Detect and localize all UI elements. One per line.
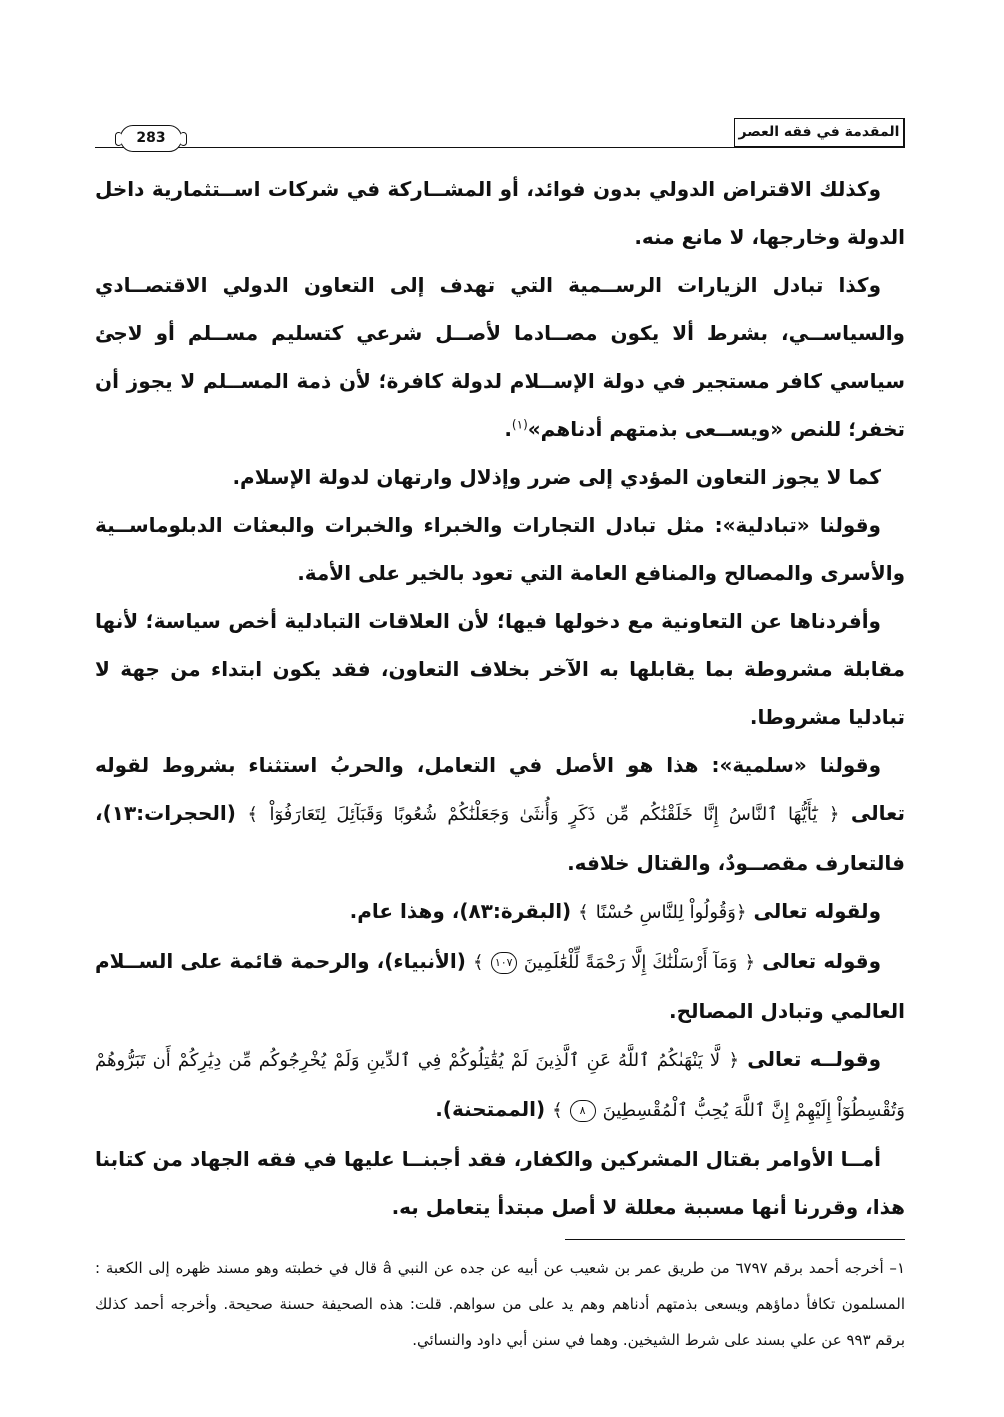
paragraph-end: . <box>504 417 512 441</box>
main-text <box>95 165 905 1358</box>
paragraph <box>95 597 905 741</box>
footnote-text: ١– أخرجه أحمد برقم ٦٧٩٧ من طريق عمر بن شعيب عن أبيه عن جده عن النبي â قال في خطبته وهو مسند ظهره إلى الكعبة : المسلمون تكافأ دماؤهم ويسعى بذمتهم أدناهم وهم يد على من سواهم. قلت: هذه الصحيفة حسنة صحيحة. وأخرجه أحمد كذلك برقم ٩٩٣ عن علي بسند على شرط الشيخين. وهما في سنن أبي داود والنسائي. <box>95 1259 905 1349</box>
paragraph-text: (الأنبياء)، والرحمة قائمة على الســلام العالمي وتبادل المصالح. <box>95 949 905 1023</box>
paragraph-text: وكذا تبادل الزيارات الرســمية التي تهدف إلى التعاون الدولي الاقتصــادي والسياســي، بشرط ألا يكون مصــادما لأصــل شرعي كتسليم مســلم أو لاجئ سياسي كافر مستجير في دولة الإســلام لدولة كافرة؛ لأن ذمة المســلم لا يجوز أن تخفر؛ للنص «ويســعى بذمتهم أدناهم» <box>95 273 905 441</box>
paragraph-text: ولقوله تعالى <box>753 899 881 923</box>
paragraph <box>95 1035 905 1135</box>
footnote-separator <box>565 1239 905 1240</box>
paragraph <box>95 501 905 597</box>
verse-number-badge: ٨ <box>570 1100 596 1122</box>
paragraph-text: وقولنا «سلمية»: هذا هو الأصل في التعامل، والحربُ استثناء بشروط لقوله تعالى <box>95 753 905 825</box>
paragraph <box>95 741 905 887</box>
quran-close-bracket: ﴾ <box>578 902 589 923</box>
paragraph-text: وقولــه تعالى <box>747 1047 881 1071</box>
quran-close-bracket: ﴾ <box>552 1100 563 1121</box>
paragraph-text: وأفردناها عن التعاونية مع دخولها فيها؛ لأن العلاقات التبادلية أخص سياسة؛ لأنها مقابلة مشروطة بما يقابلها به الآخر بخلاف التعاون، فقد يكون ابتداء من جهة لا تبادليا مشروطا. <box>95 609 905 729</box>
paragraph <box>95 453 905 501</box>
quran-open-bracket: ﴿ <box>828 804 840 825</box>
paragraph-text: أمــا الأوامر بقتال المشركين والكفار، فقد أجبنــا عليها في فقه الجهاد من كتابنا هذا، وقررنا أنها مسببة معللة لا أصل مبتدأ يتعامل به. <box>95 1147 905 1219</box>
paragraph <box>95 261 905 453</box>
quran-open-bracket: ﴿ <box>735 902 747 923</box>
verse-number-badge: ١٠٧ <box>491 952 517 974</box>
footnote <box>95 1250 905 1358</box>
paragraph <box>95 165 905 261</box>
page-number: 283 <box>120 125 182 152</box>
paragraph-text: وقوله تعالى <box>762 949 882 973</box>
quran-open-bracket: ﴿ <box>744 952 755 973</box>
running-title: المقدمة في فقه العصر <box>734 118 905 147</box>
paragraph-text: كما لا يجوز التعاون المؤدي إلى ضرر وإذلال وارتهان لدولة الإسلام. <box>232 465 881 489</box>
paragraph-text: وقولنا «تبادلية»: مثل تبادل التجارات والخبراء والخبرات والبعثات الدبلوماســية والأسرى والمصالح والمنافع العامة التي تعود بالخير على الأمة. <box>95 513 905 585</box>
paragraph <box>95 937 905 1035</box>
paragraph <box>95 1135 905 1231</box>
paragraph-text: (البقرة:٨٣)، وهذا عام. <box>349 899 572 923</box>
paragraph-text: (الممتحنة). <box>435 1097 546 1121</box>
quran-verse: يَٰٓأَيُّهَا ٱلنَّاسُ إِنَّا خَلَقْنَٰكُم مِّن ذَكَرٍ وَأُنثَىٰ وَجَعَلْنَٰكُمْ شُعُوبًا وَقَبَآئِلَ لِتَعَارَفُوٓاْ <box>269 804 818 825</box>
paragraph-text: (الحجرات:١٣)، فالتعارف مقصــودٌ، والقتال خلافه. <box>95 801 905 875</box>
quran-close-bracket: ﴾ <box>473 952 484 973</box>
quran-close-bracket: ﴾ <box>247 804 258 825</box>
quran-verse: وَقُولُواْ لِلنَّاسِ حُسْنًا <box>595 902 736 923</box>
paragraph-text: وكذلك الاقتراض الدولي بدون فوائد، أو المشــاركة في شركات اســتثمارية داخل الدولة وخارجها، لا مانع منه. <box>95 177 905 249</box>
footnote-reference: (١) <box>511 417 528 432</box>
quran-verse: وَمَآ أَرْسَلْنَٰكَ إِلَّا رَحْمَةً لِّلْعَٰلَمِينَ <box>523 952 738 973</box>
page-header <box>95 118 905 148</box>
quran-verse: لَّا يَنْهَىٰكُمُ ٱللَّهُ عَنِ ٱلَّذِينَ لَمْ يُقَٰتِلُوكُمْ فِي ٱلدِّينِ وَلَمْ يُخْرِجُوكُم مِّن دِيَٰرِكُمْ أَن تَبَرُّوهُمْ وَتُقْسِطُوٓاْ إِلَيْهِمْ إِنَّ ٱللَّهَ يُحِبُّ ٱلْمُقْسِطِينَ <box>95 1050 905 1121</box>
paragraph <box>95 887 905 937</box>
quran-open-bracket: ﴿ <box>728 1050 739 1071</box>
